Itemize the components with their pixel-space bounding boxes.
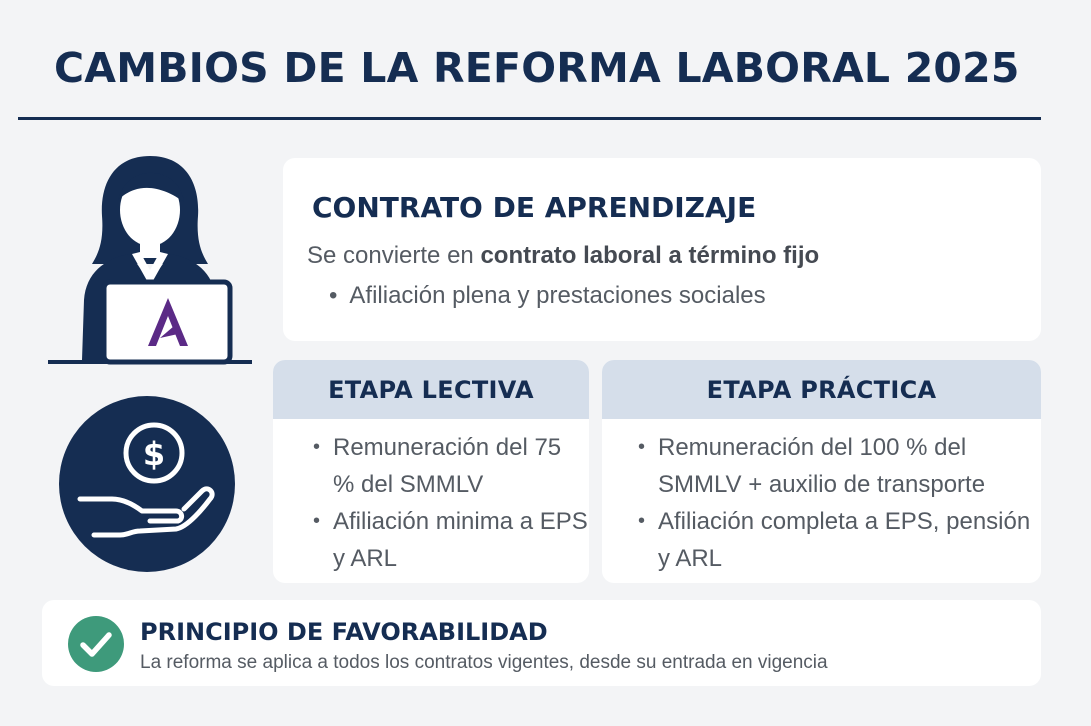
check-icon	[68, 616, 124, 672]
contract-description-bold: contrato laboral a término fijo	[480, 242, 820, 269]
contract-bullet-text: Afiliación plena y prestaciones sociales	[349, 282, 766, 309]
principle-card	[42, 600, 1041, 686]
contract-description-prefix: Se convierte en	[307, 242, 481, 269]
stage-title-lectiva: ETAPA LECTIVA	[273, 360, 589, 419]
stage-list-practica	[602, 419, 1041, 577]
principle-text: La reforma se aplica a todos los contratos vigentes, desde su entrada en vigencia	[140, 652, 828, 673]
principle-title: PRINCIPIO DE FAVORABILIDAD	[140, 618, 548, 646]
page-title: CAMBIOS DE LA REFORMA LABORAL 2025	[54, 44, 1020, 92]
money-hand-icon	[58, 395, 236, 573]
list-item: • Afiliación completa a EPS, pensión y ARL	[602, 503, 1041, 577]
contract-description	[307, 242, 819, 270]
person-at-laptop-icon	[48, 150, 252, 368]
list-item: • Remuneración del 75 % del SMMLV	[273, 429, 589, 503]
bullet-dot: •	[329, 282, 338, 309]
list-item: • Remuneración del 100 % del SMMLV + auxilio de transporte	[602, 429, 1041, 503]
list-item: • Afiliación minima a EPS y ARL	[273, 503, 589, 577]
stage-card-lectiva	[273, 360, 589, 583]
stage-list-lectiva	[273, 419, 589, 577]
contract-title: CONTRATO DE APRENDIZAJE	[312, 191, 757, 224]
title-divider	[18, 117, 1041, 120]
contract-bullet	[329, 282, 766, 310]
stage-title-practica: ETAPA PRÁCTICA	[602, 360, 1041, 419]
contract-card	[283, 158, 1041, 341]
stage-card-practica	[602, 360, 1041, 583]
svg-text:$: $	[142, 435, 166, 473]
